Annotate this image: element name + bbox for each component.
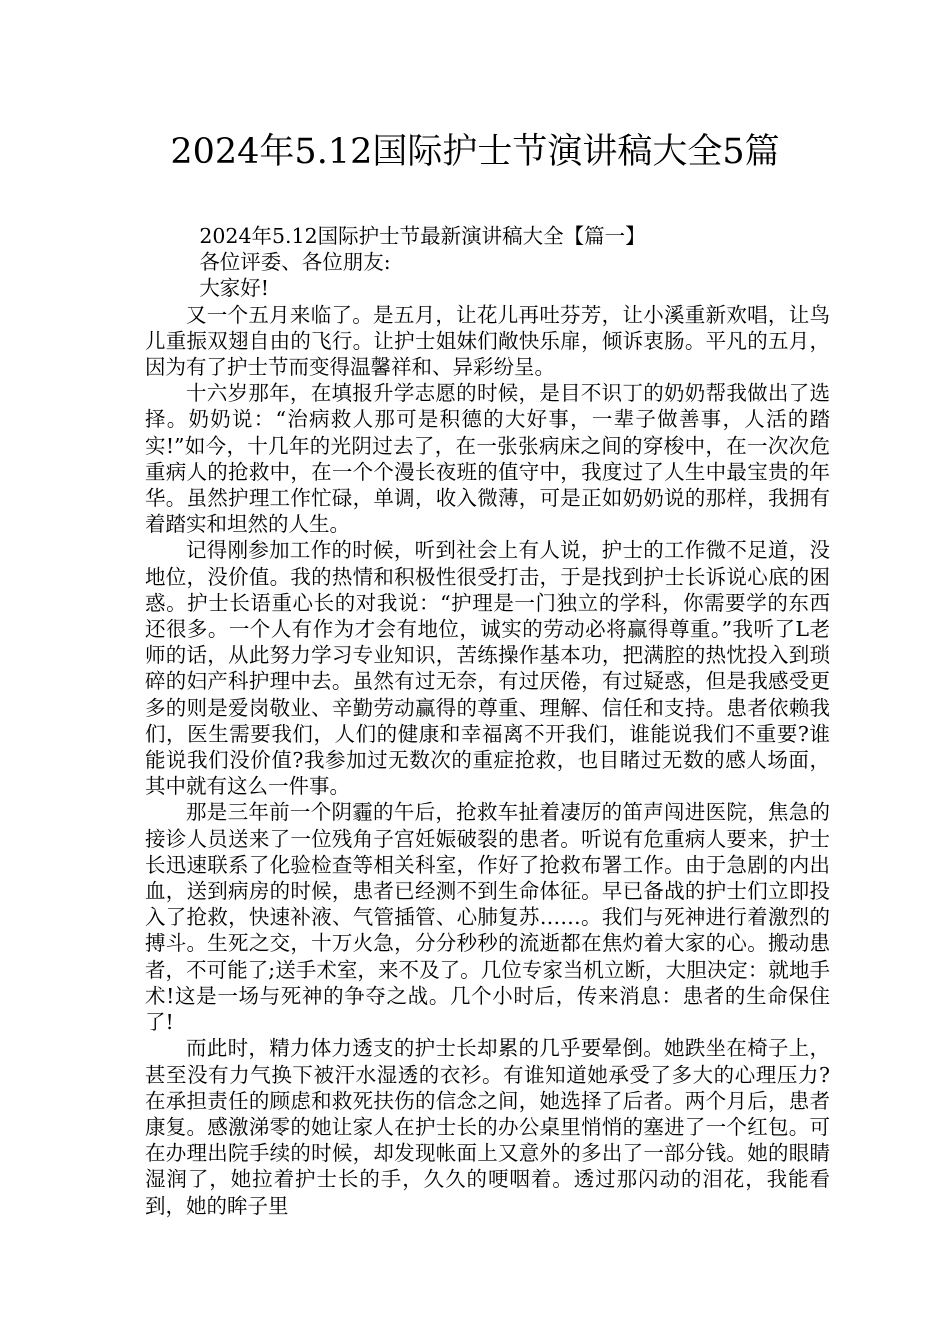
paragraph-4: 那是三年前一个阴霾的午后，抢救车扯着凄厉的笛声闯进医院，焦急的接诊人员送来了一位残角子宫妊娠破裂的患者。听说有危重病人要来，护士长迅速联系了化验检查等相关科室，作好了抢救布署工作。由于急剧的内出血，送到病房的时候，患者已经测不到生命体征。早已备战的护士们立即投入了抢救，快速补液、气管插管、心肺复苏……。我们与死神进行着激烈的搏斗。生死之交，十万火急，分分秒秒的流逝都在焦灼着大家的心。搬动患者，不可能了;送手术室，来不及了。几位专家当机立断，大胆决定：就地手术!这是一场与死神的争夺之战。几个小时后，传来消息：患者的生命保住了! [145, 800, 830, 1035]
document-body [145, 223, 830, 1219]
section-heading: 2024年5.12国际护士节最新演讲稿大全【篇一】 [199, 224, 646, 248]
paragraph-5: 而此时，精力体力透支的护士长却累的几乎要晕倒。她跌坐在椅子上，甚至没有力气换下被汗水湿透的衣衫。有谁知道她承受了多大的心理压力?在承担责任的顾虑和救死扶伤的信念之间，她选择了后者。两个月后，患者康复。感激涕零的她让家人在护士长的办公桌里悄悄的塞进了一个红包。可在办理出院手续的时候，却发现帐面上又意外的多出了一部分钱。她的眼睛湿润了，她拉着护士长的手，久久的哽咽着。透过那闪动的泪花，我能看到，她的眸子里 [145, 1036, 830, 1218]
salutation: 各位评委、各位朋友: [199, 250, 391, 275]
paragraph-1: 又一个五月来临了。是五月，让花儿再吐芬芳，让小溪重新欢唱，让鸟儿重振双翅自由的飞行。让护士姐妹们敞快乐扉，倾诉衷肠。平凡的五月，因为有了护士节而变得温馨祥和、异彩纷呈。 [145, 302, 830, 380]
paragraph-2: 十六岁那年，在填报升学志愿的时候，是目不识丁的奶奶帮我做出了选择。奶奶说：“治病救人那可是积德的大好事，一辈子做善事，人活的踏实!”如今，十几年的光阴过去了，在一张张病床之间的穿梭中，在一次次危重病人的抢救中，在一个个漫长夜班的值守中，我度过了人生中最宝贵的年华。虽然护理工作忙碌，单调，收入微薄，可是正如奶奶说的那样，我拥有着踏实和坦然的人生。 [145, 381, 830, 537]
document-title: 2024年5.12国际护士节演讲稿大全5篇 [170, 132, 780, 172]
greeting: 大家好! [199, 276, 270, 301]
paragraph-3: 记得刚参加工作的时候，听到社会上有人说，护士的工作微不足道，没地位，没价值。我的热情和积极性很受打击，于是找到护士长诉说心底的困惑。护士长语重心长的对我说：“护理是一门独立的学科，你需要学的东西还很多。一个人有作为才会有地位，诚实的劳动必将赢得尊重。”我听了L老师的话，从此努力学习专业知识，苦练操作基本功，把满腔的热忱投入到琐碎的妇产科护理中去。虽然有过无奈，有过厌倦，有过疑惑，但是我感受更多的则是爱岗敬业、辛勤劳动赢得的尊重、理解、信任和支持。患者依赖我们，医生需要我们，人们的健康和幸福离不开我们，谁能说我们不重要?谁能说我们没价值?我参加过无数次的重症抢救，也目睹过无数的感人场面，其中就有这么一件事。 [145, 538, 830, 799]
